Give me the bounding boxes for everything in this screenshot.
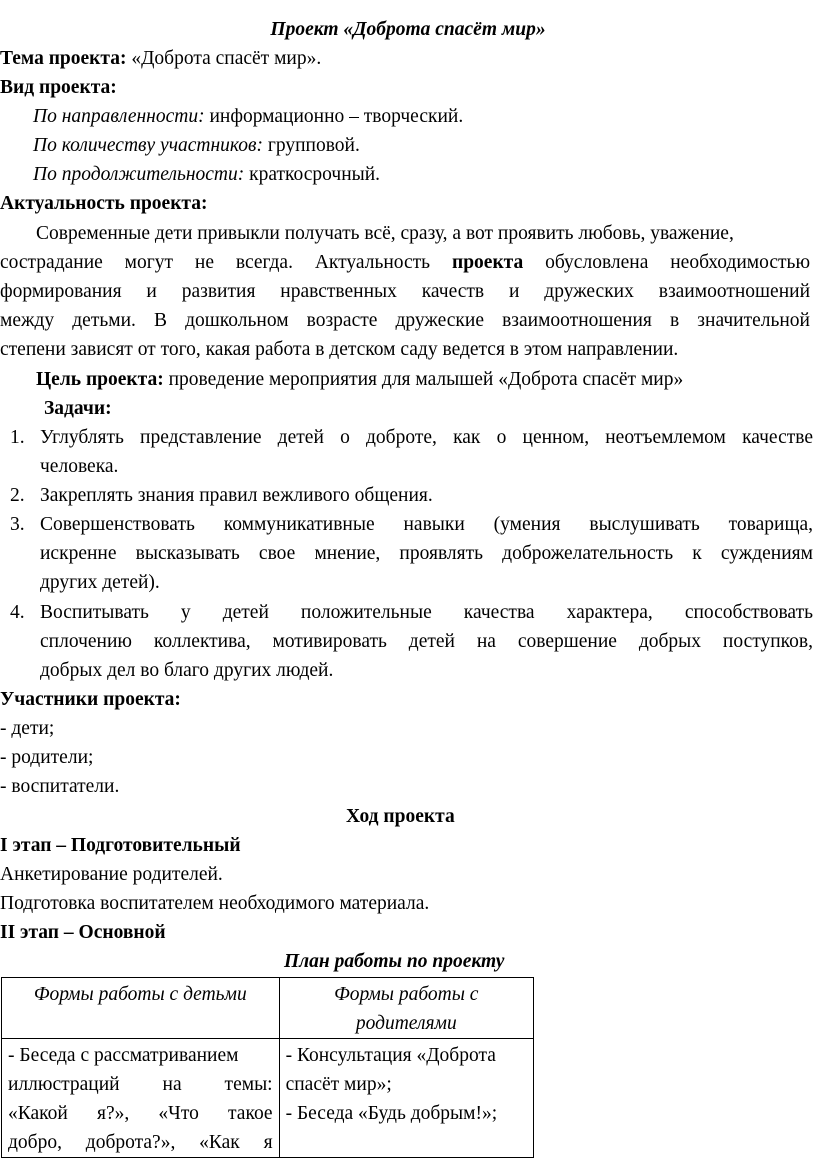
plan-cell-children: - Беседа с рассматриванием иллюстраций на темы: «Какой я?», «Что такое добро, доброта?», «Как я (2, 1039, 280, 1158)
relevance-heading: Актуальность проекта: (0, 193, 208, 214)
plan-row (2, 1039, 534, 1158)
type-item: По продолжительности: краткосрочный. (33, 164, 381, 185)
document-title: Проект «Доброта спасёт мир» (270, 19, 546, 40)
task-line: Углублять представление детей о доброте, как о ценном, неотъемлемом качестве (40, 427, 813, 448)
stage1-item: Подготовка воспитателем необходимого материала. (0, 893, 430, 914)
plan-title: План работы по проекту (284, 951, 505, 972)
tasks-heading: Задачи: (44, 398, 112, 419)
course-heading: Ход проекта (346, 806, 455, 827)
task-line: Совершенствовать коммуникативные навыки (умения выслушивать товарища, (40, 514, 813, 535)
task-line: искренне высказывать свое мнение, проявлять доброжелательность к суждениям (40, 543, 813, 564)
task-line: сплочению коллектива, мотивировать детей на совершение добрых поступков, (40, 631, 813, 652)
task-number: 4. (10, 602, 25, 623)
relevance-line: формирования и развития нравственных качеств и дружеских взаимоотношений (0, 281, 810, 302)
participants-heading: Участники проекта: (0, 689, 181, 710)
task-line: Закреплять знания правил вежливого общения. (40, 485, 433, 506)
task-number: 3. (10, 514, 25, 535)
task-line: Воспитывать у детей положительные качества характера, способствовать (40, 602, 813, 623)
type-item: По направленности: информационно – творческий. (33, 106, 464, 127)
theme-label: Тема проекта: (0, 48, 127, 69)
plan-table (1, 977, 534, 1158)
relevance-line: Современные дети привыкли получать всё, сразу, а вот проявить любовь, уважение, (36, 223, 734, 244)
participant-item: - воспитатели. (0, 776, 120, 797)
plan-header-parents: Формы работы с родителями (279, 978, 533, 1039)
plan-header-row (2, 978, 534, 1039)
plan-header-children: Формы работы с детьми (2, 978, 280, 1039)
type-heading: Вид проекта: (0, 77, 117, 98)
type-item: По количеству участников: групповой. (33, 135, 360, 156)
task-line: добрых дел во благо других людей. (40, 660, 334, 681)
task-line: человека. (40, 456, 119, 477)
stage2-heading: II этап – Основной (0, 922, 166, 943)
task-number: 1. (10, 427, 25, 448)
theme-value: «Доброта спасёт мир». (126, 48, 322, 69)
relevance-line: степени зависят от того, какая работа в детском саду ведется в этом направлении. (0, 339, 679, 360)
stage1-item: Анкетирование родителей. (0, 864, 223, 885)
participant-item: - родители; (0, 747, 94, 768)
participant-item: - дети; (0, 718, 55, 739)
relevance-line: сострадание могут не всегда. Актуальность проекта обусловлена необходимостью (0, 252, 811, 273)
plan-cell-parents: - Консультация «Доброта спасёт мир»; - Беседа «Будь добрым!»; (279, 1039, 533, 1158)
relevance-line: между детьми. В дошкольном возрасте дружеские взаимоотношения в значительной (0, 310, 810, 331)
stage1-heading: I этап – Подготовительный (0, 835, 241, 856)
goal-line: Цель проекта: проведение мероприятия для малышей «Доброта спасёт мир» (36, 369, 684, 390)
theme-line (0, 47, 321, 71)
task-number: 2. (10, 485, 25, 506)
task-line: других детей). (40, 572, 160, 593)
